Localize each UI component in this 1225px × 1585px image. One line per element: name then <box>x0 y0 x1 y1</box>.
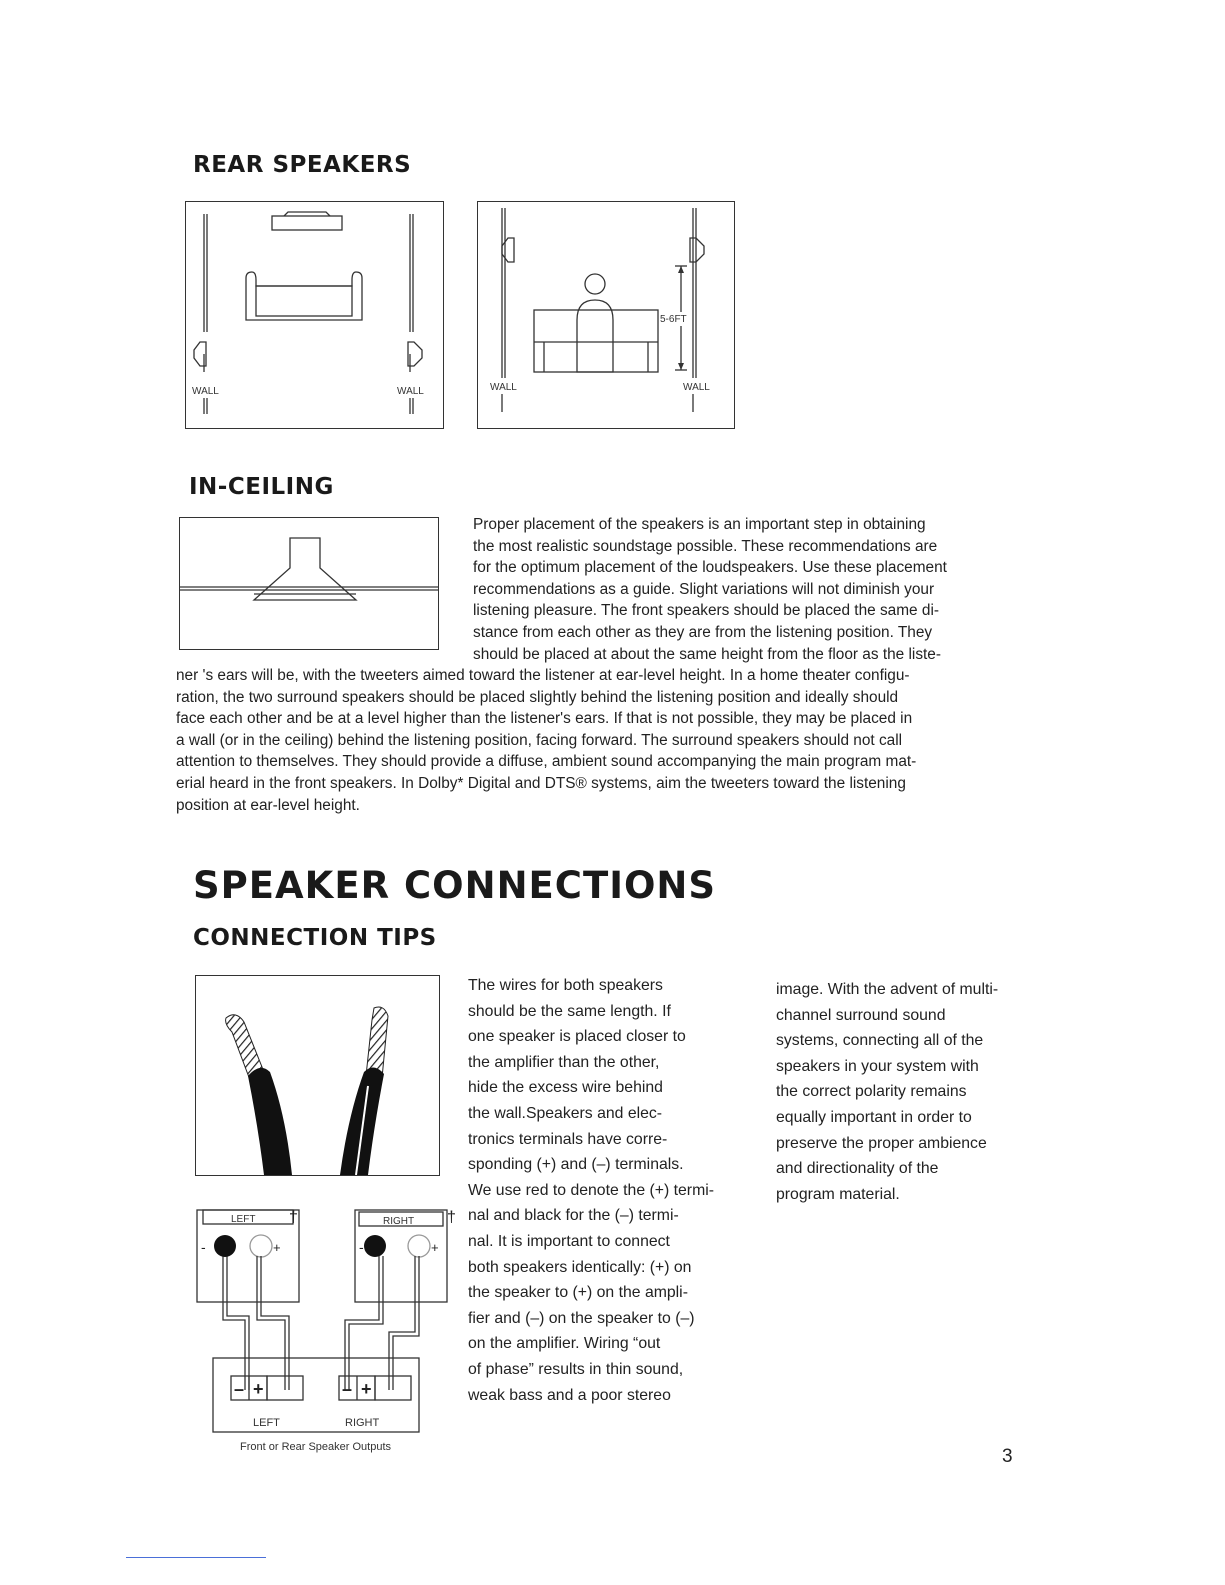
sofa-shape <box>246 272 362 320</box>
col1-line: should be the same length. If <box>468 1002 671 1020</box>
in-ceiling-figure <box>179 517 439 650</box>
in-ceiling-line: recommendations as a guide. Slight variations will not diminish your <box>473 580 935 598</box>
wall-label-left: WALL <box>192 386 219 397</box>
col2-line: systems, connecting all of the <box>776 1032 984 1050</box>
in-ceiling-line: the most realistic soundstage possible. These recommendations are <box>473 537 938 555</box>
right-speaker-label: RIGHT <box>383 1216 415 1227</box>
col1-line: the amplifier than the other, <box>468 1053 660 1071</box>
right-side-speaker-shape <box>690 238 704 262</box>
col1-line: sponding (+) and (–) terminals. <box>468 1156 684 1174</box>
right-wire-jacket <box>340 1067 384 1175</box>
bottom-rule <box>126 1557 266 1558</box>
in-ceiling-line: for the optimum placement of the loudspeakers. Use these placement <box>473 559 947 577</box>
in-ceiling-line: listening pleasure. The front speakers should be placed the same di- <box>473 602 939 620</box>
ceiling-speaker-shape <box>254 538 356 600</box>
full-width-line: erial heard in the front speakers. In Dolby* Digital and DTS® systems, aim the tweeters toward the listening <box>176 774 906 792</box>
col1-line: We use red to denote the (+) termi- <box>468 1181 714 1199</box>
connection-tips-heading: CONNECTION TIPS <box>193 925 437 951</box>
page-number: 3 <box>1002 1446 1013 1467</box>
full-width-line: a wall (or in the ceiling) behind the listening position, facing forward. The surround speakers should not call <box>176 731 903 749</box>
right-wire-strands <box>366 1007 388 1078</box>
rear-speakers-side-view-figure <box>477 201 735 429</box>
left-plus-sign: + <box>273 1240 281 1255</box>
full-width-line: ner 's ears will be, with the tweeters aimed toward the listener at ear-level height. In a home theater configu- <box>176 667 910 684</box>
col1-line: nal. It is important to connect <box>468 1232 670 1250</box>
col1-line: The wires for both speakers <box>468 977 663 994</box>
amp-right-plus: + <box>361 1379 372 1399</box>
col1-line: the wall.Speakers and elec- <box>468 1104 663 1122</box>
left-minus-sign: - <box>201 1239 206 1255</box>
rear-speakers-top-view-figure <box>185 201 444 429</box>
col2-line: channel surround sound <box>776 1006 946 1024</box>
in-ceiling-full-paragraph <box>176 665 1036 816</box>
col2-line: equally important in order to <box>776 1108 972 1126</box>
side-wall-label-right: WALL <box>683 382 710 393</box>
in-ceiling-line: stance from each other as they are from the listening position. They <box>473 623 933 641</box>
amp-left-label: LEFT <box>253 1417 280 1429</box>
col1-line: hide the excess wire behind <box>468 1079 663 1097</box>
right-minus-terminal <box>364 1235 386 1257</box>
col1-line: one speaker is placed closer to <box>468 1028 686 1046</box>
left-side-speaker-shape <box>502 238 514 262</box>
col1-line: tronics terminals have corre- <box>468 1130 668 1148</box>
wall-label-right: WALL <box>397 386 424 397</box>
col2-line: preserve the proper ambience <box>776 1134 987 1152</box>
in-ceiling-heading: IN-CEILING <box>189 474 334 500</box>
full-width-line: ration, the two surround speakers should be placed slightly behind the listening position and ideally should <box>176 688 899 706</box>
listener-head-shape <box>585 274 605 294</box>
connection-tips-column-2 <box>776 977 1036 1207</box>
col1-line: the speaker to (+) on the ampli- <box>468 1284 688 1302</box>
left-speaker-label: LEFT <box>231 1214 256 1225</box>
amp-left-minus: – <box>234 1379 245 1399</box>
col2-line: the correct polarity remains <box>776 1083 967 1101</box>
amp-right-minus: – <box>342 1379 353 1399</box>
listener-body-shape <box>577 300 613 372</box>
speaker-connections-title: SPEAKER CONNECTIONS <box>193 864 717 907</box>
tv-shape <box>272 216 342 230</box>
in-ceiling-line: Proper placement of the speakers is an important step in obtaining <box>473 516 926 533</box>
amp-left-plus: + <box>253 1379 264 1399</box>
right-minus-sign: - <box>359 1239 364 1255</box>
col1-line: on the amplifier. Wiring “out <box>468 1335 661 1353</box>
amp-right-label: RIGHT <box>345 1417 380 1429</box>
col1-line: weak bass and a poor stereo <box>468 1386 671 1404</box>
sofa-side-shape <box>534 310 658 372</box>
full-width-line: attention to themselves. They should provide a diffuse, ambient sound accompanying the main program mat- <box>176 753 917 771</box>
left-minus-terminal <box>214 1235 236 1257</box>
col2-line: speakers in your system with <box>776 1057 979 1075</box>
full-width-line: face each other and be at a level higher than the listener's ears. If that is not possible, they may be placed in <box>176 710 913 728</box>
right-plus-sign: + <box>431 1240 439 1255</box>
col1-line: nal and black for the (–) termi- <box>468 1207 679 1225</box>
col2-line: and directionality of the <box>776 1160 939 1178</box>
right-dagger: † <box>447 1209 456 1226</box>
rear-speakers-heading: REAR SPEAKERS <box>193 152 412 178</box>
in-ceiling-line: should be placed at about the same height from the floor as the liste- <box>473 645 941 663</box>
full-width-line: position at ear-level height. <box>176 796 360 814</box>
height-label: 5-6FT <box>660 314 687 325</box>
col1-line: both speakers identically: (+) on <box>468 1258 692 1276</box>
connection-tips-column-1 <box>468 973 758 1408</box>
col2-line: image. With the advent of multi- <box>776 981 999 998</box>
wiring-caption: Front or Rear Speaker Outputs <box>240 1441 392 1453</box>
in-ceiling-paragraph <box>473 514 1013 665</box>
left-wire-jacket <box>248 1068 292 1175</box>
left-dagger: † <box>289 1209 298 1226</box>
speaker-wire-figure <box>195 975 440 1176</box>
col1-line: fier and (–) on the speaker to (–) <box>468 1309 695 1327</box>
side-wall-label-left: WALL <box>490 382 517 393</box>
col2-line: program material. <box>776 1185 900 1203</box>
col1-line: of phase” results in thin sound, <box>468 1360 684 1378</box>
wiring-diagram <box>193 1200 463 1440</box>
